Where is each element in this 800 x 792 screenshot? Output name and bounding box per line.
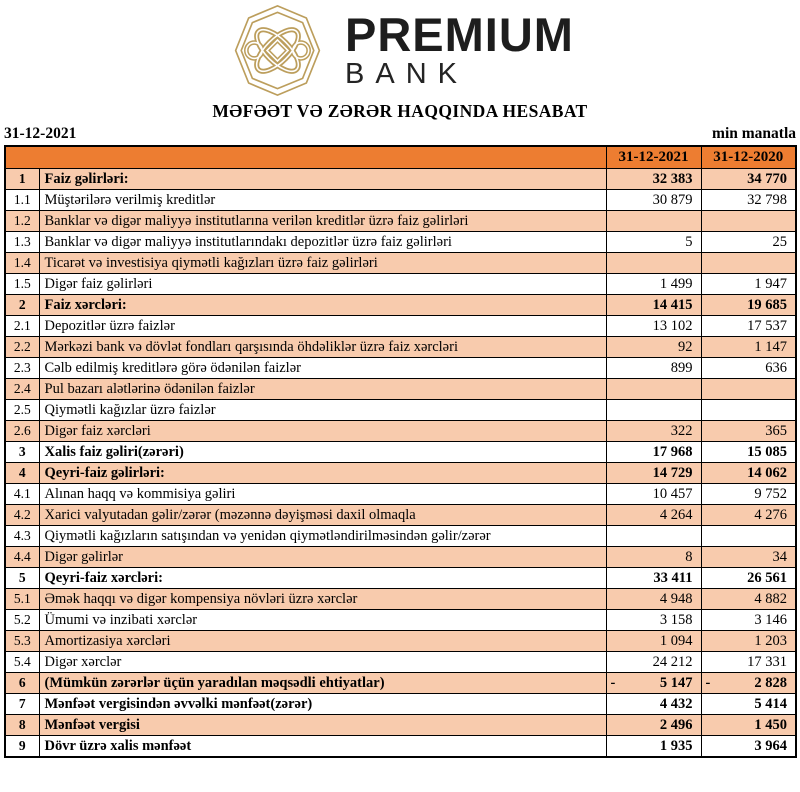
- row-label: Pul bazarı alətlərinə ödənilən faizlər: [39, 378, 606, 399]
- value-text: 1 935: [659, 737, 693, 754]
- value-2021: [606, 378, 701, 399]
- brand-name: PREMIUM: [345, 7, 574, 61]
- value-text: 1 147: [754, 338, 787, 355]
- value-2020: [701, 441, 796, 462]
- value-2020: [701, 672, 796, 693]
- row-number: 9: [5, 735, 39, 757]
- value-text: 5: [685, 233, 693, 250]
- value-2021: [606, 273, 701, 294]
- value-text: 1 947: [754, 275, 787, 292]
- negative-sign: -: [705, 674, 711, 691]
- table-row-2.4: [5, 378, 796, 399]
- value-2020: [701, 168, 796, 189]
- value-2020: [701, 378, 796, 399]
- value-2020: [701, 210, 796, 231]
- row-label: Digər faiz gəlirləri: [39, 273, 606, 294]
- row-label: Mənfəət vergisindən əvvəlki mənfəət(zərər): [39, 693, 606, 714]
- value-2021: [606, 357, 701, 378]
- table-row-2.3: [5, 357, 796, 378]
- value-text: 10 457: [652, 485, 693, 502]
- brand-subname: BANK: [345, 57, 468, 90]
- table-row-5.3: [5, 630, 796, 651]
- value-text: 17 331: [747, 653, 787, 670]
- table-row-4.2: [5, 504, 796, 525]
- value-2020: [701, 588, 796, 609]
- brand-header: [0, 0, 800, 97]
- table-row-4.3: [5, 525, 796, 546]
- row-label: Digər gəlirlər: [39, 546, 606, 567]
- row-label: Mənfəət vergisi: [39, 714, 606, 735]
- brand-wordmark: [345, 7, 574, 90]
- value-text: 3 146: [754, 611, 787, 628]
- value-text: 8: [685, 548, 693, 565]
- value-2020: [701, 525, 796, 546]
- value-text: 17 968: [652, 443, 693, 460]
- value-2020: [701, 462, 796, 483]
- table-row-3: [5, 441, 796, 462]
- value-text: 25: [772, 233, 787, 250]
- row-label: Digər faiz xərcləri: [39, 420, 606, 441]
- table-row-9: [5, 735, 796, 757]
- value-text: 4 948: [659, 590, 693, 607]
- row-label: Banklar və digər maliyyə institutlarına verilən kreditlər üzrə faiz gəlirləri: [39, 210, 606, 231]
- value-2020: [701, 504, 796, 525]
- row-label: Müştərilərə verilmiş kreditlər: [39, 189, 606, 210]
- value-2021: [606, 252, 701, 273]
- table-row-5.2: [5, 609, 796, 630]
- value-2020: [701, 336, 796, 357]
- value-2020: [701, 420, 796, 441]
- value-2020: [701, 273, 796, 294]
- value-text: 3 158: [659, 611, 693, 628]
- value-text: 30 879: [652, 191, 693, 208]
- negative-sign: -: [610, 674, 616, 691]
- profit-loss-table: [4, 145, 797, 758]
- row-number: 1: [5, 168, 39, 189]
- value-2020: [701, 252, 796, 273]
- table-row-5.4: [5, 651, 796, 672]
- row-number: 4.1: [5, 483, 39, 504]
- row-number: 2.6: [5, 420, 39, 441]
- table-row-1: [5, 168, 796, 189]
- row-label: Mərkəzi bank və dövlət fondları qarşısında öhdəliklər üzrə faiz xərcləri: [39, 336, 606, 357]
- value-text: 5 414: [754, 695, 787, 712]
- value-2021: [606, 462, 701, 483]
- value-2020: [701, 609, 796, 630]
- value-2021: [606, 525, 701, 546]
- row-number: 5.2: [5, 609, 39, 630]
- value-2021: [606, 420, 701, 441]
- row-number: 2.1: [5, 315, 39, 336]
- row-number: 4.4: [5, 546, 39, 567]
- row-label: Qiymətli kağızlar üzrə faizlər: [39, 399, 606, 420]
- row-label: Faiz xərcləri:: [39, 294, 606, 315]
- value-2021: [606, 651, 701, 672]
- row-label: Xarici valyutadan gəlir/zərər (məzənnə dəyişməsi daxil olmaqla: [39, 504, 606, 525]
- value-2021: [606, 693, 701, 714]
- value-text: 1 203: [754, 632, 787, 649]
- value-text: 1 450: [754, 716, 787, 733]
- table-row-8: [5, 714, 796, 735]
- value-text: 32 798: [747, 191, 787, 208]
- value-2021: [606, 336, 701, 357]
- report-date: 31-12-2021: [4, 125, 77, 142]
- value-text: 26 561: [747, 569, 787, 586]
- value-2020: [701, 651, 796, 672]
- row-number: 1.5: [5, 273, 39, 294]
- row-label: Depozitlər üzrə faizlər: [39, 315, 606, 336]
- table-row-4.1: [5, 483, 796, 504]
- row-number: 2.4: [5, 378, 39, 399]
- table-row-1.1: [5, 189, 796, 210]
- row-label: (Mümkün zərərlər üçün yaradılan məqsədli ehtiyatlar): [39, 672, 606, 693]
- row-number: 2.3: [5, 357, 39, 378]
- table-row-6: [5, 672, 796, 693]
- value-text: 92: [678, 338, 693, 355]
- value-2020: [701, 714, 796, 735]
- row-label: Cəlb edilmiş kreditlərə görə ödənilən faizlər: [39, 357, 606, 378]
- value-2020: [701, 231, 796, 252]
- value-2021: [606, 168, 701, 189]
- value-2021: [606, 231, 701, 252]
- value-2021: [606, 294, 701, 315]
- table-row-1.4: [5, 252, 796, 273]
- row-label: Qeyri-faiz gəlirləri:: [39, 462, 606, 483]
- row-label: Faiz gəlirləri:: [39, 168, 606, 189]
- report-title: MƏFƏƏT VƏ ZƏRƏR HAQQINDA HESABAT: [212, 101, 588, 121]
- header-spacer-cell: [5, 146, 606, 168]
- row-number: 6: [5, 672, 39, 693]
- row-number: 2.5: [5, 399, 39, 420]
- value-text: 2 828: [754, 674, 787, 691]
- value-2021: [606, 630, 701, 651]
- row-number: 4.2: [5, 504, 39, 525]
- value-2021: [606, 189, 701, 210]
- value-text: 4 882: [754, 590, 787, 607]
- value-2021: [606, 210, 701, 231]
- row-label: Banklar və digər maliyyə institutlarındakı depozitlər üzrə faiz gəlirləri: [39, 231, 606, 252]
- value-2021: [606, 315, 701, 336]
- table-row-1.3: [5, 231, 796, 252]
- value-text: 1 499: [659, 275, 693, 292]
- row-label: Qiymətli kağızların satışından və yenidən qiymətləndirilməsindən gəlir/zərər: [39, 525, 606, 546]
- value-text: 9 752: [754, 485, 787, 502]
- row-number: 1.2: [5, 210, 39, 231]
- value-text: 14 062: [747, 464, 787, 481]
- row-number: 8: [5, 714, 39, 735]
- value-2021: [606, 714, 701, 735]
- row-label: Ticarət və investisiya qiymətli kağızları üzrə faiz gəlirləri: [39, 252, 606, 273]
- row-number: 1.1: [5, 189, 39, 210]
- value-2020: [701, 399, 796, 420]
- row-number: 2.2: [5, 336, 39, 357]
- row-number: 7: [5, 693, 39, 714]
- column-header-2021: 31-12-2021: [606, 146, 701, 168]
- value-2020: [701, 357, 796, 378]
- row-label: Xalis faiz gəliri(zərəri): [39, 441, 606, 462]
- row-number: 3: [5, 441, 39, 462]
- column-header-2020: 31-12-2020: [701, 146, 796, 168]
- row-number: 5.1: [5, 588, 39, 609]
- value-text: 32 383: [652, 170, 693, 187]
- value-text: 34: [772, 548, 787, 565]
- row-number: 1.4: [5, 252, 39, 273]
- row-number: 4: [5, 462, 39, 483]
- table-row-2.2: [5, 336, 796, 357]
- table-row-2.6: [5, 420, 796, 441]
- row-label: Ümumi və inzibati xərclər: [39, 609, 606, 630]
- value-2021: [606, 609, 701, 630]
- value-2020: [701, 630, 796, 651]
- value-text: 14 729: [652, 464, 693, 481]
- table-row-5.1: [5, 588, 796, 609]
- value-2020: [701, 567, 796, 588]
- value-2020: [701, 189, 796, 210]
- value-text: 3 964: [754, 737, 787, 754]
- value-text: 34 770: [747, 170, 787, 187]
- table-row-4: [5, 462, 796, 483]
- table-row-7: [5, 693, 796, 714]
- row-number: 4.3: [5, 525, 39, 546]
- table-header-row: [5, 146, 796, 168]
- value-2020: [701, 693, 796, 714]
- row-number: 2: [5, 294, 39, 315]
- value-text: 17 537: [747, 317, 787, 334]
- value-text: 1 094: [659, 632, 693, 649]
- report-meta: [0, 125, 800, 143]
- value-2021: [606, 588, 701, 609]
- value-2020: [701, 294, 796, 315]
- value-text: 322: [670, 422, 693, 439]
- row-label: Amortizasiya xərcləri: [39, 630, 606, 651]
- unit-note: min manatla: [712, 125, 796, 142]
- table-row-1.5: [5, 273, 796, 294]
- row-label: Əmək haqqı və digər kompensiya növləri üzrə xərclər: [39, 588, 606, 609]
- value-2021: [606, 483, 701, 504]
- value-text: 365: [765, 422, 787, 439]
- value-text: 899: [670, 359, 693, 376]
- value-2020: [701, 735, 796, 757]
- value-text: 15 085: [747, 443, 787, 460]
- row-number: 1.3: [5, 231, 39, 252]
- table-row-2: [5, 294, 796, 315]
- value-text: 636: [765, 359, 787, 376]
- value-text: 4 264: [659, 506, 693, 523]
- premium-bank-logo-icon: [226, 4, 329, 97]
- value-text: 5 147: [659, 674, 693, 691]
- table-row-2.1: [5, 315, 796, 336]
- row-label: Dövr üzrə xalis mənfəət: [39, 735, 606, 757]
- value-2020: [701, 315, 796, 336]
- value-text: 14 415: [652, 296, 693, 313]
- row-label: Digər xərclər: [39, 651, 606, 672]
- table-row-5: [5, 567, 796, 588]
- value-2021: [606, 546, 701, 567]
- row-number: 5.3: [5, 630, 39, 651]
- value-text: 2 496: [659, 716, 693, 733]
- value-text: 4 432: [659, 695, 693, 712]
- value-2021: [606, 567, 701, 588]
- value-text: 33 411: [653, 569, 693, 586]
- value-2021: [606, 672, 701, 693]
- row-number: 5: [5, 567, 39, 588]
- row-label: Qeyri-faiz xərcləri:: [39, 567, 606, 588]
- value-text: 13 102: [652, 317, 693, 334]
- row-number: 5.4: [5, 651, 39, 672]
- value-2021: [606, 399, 701, 420]
- value-2020: [701, 483, 796, 504]
- row-label: Alınan haqq və kommisiya gəliri: [39, 483, 606, 504]
- table-row-1.2: [5, 210, 796, 231]
- value-text: 19 685: [747, 296, 787, 313]
- value-2021: [606, 441, 701, 462]
- value-text: 24 212: [652, 653, 693, 670]
- value-text: 4 276: [754, 506, 787, 523]
- value-2020: [701, 546, 796, 567]
- value-2021: [606, 504, 701, 525]
- value-2021: [606, 735, 701, 757]
- table-row-2.5: [5, 399, 796, 420]
- table-row-4.4: [5, 546, 796, 567]
